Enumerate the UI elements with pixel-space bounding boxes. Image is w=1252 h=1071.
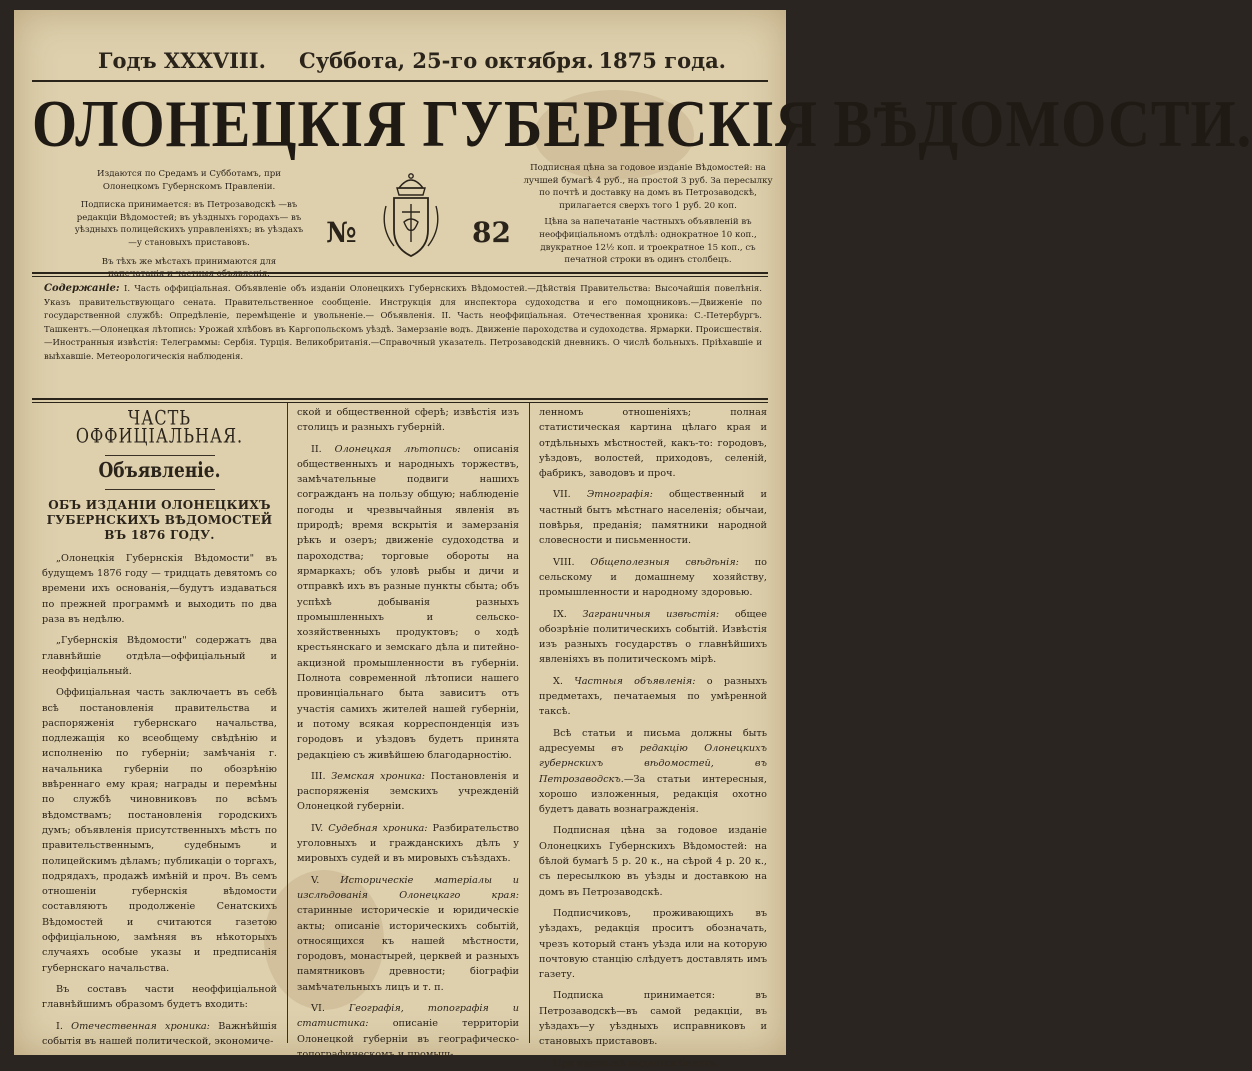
separator	[105, 489, 215, 490]
part-title: ЧАСТЬ ОФФИЦІАЛЬНАЯ.	[75, 406, 244, 448]
paragraph	[539, 487, 767, 548]
section-text: Постановленія и распоряженія земскихъ учрежденій Олонецкой губерніи.	[297, 770, 519, 813]
paragraph: Оффиціальная часть заключаетъ въ себѣ всѣ постановленія правительства и распоряженія губернскаго начальства, подлежащія ко всеобщему свѣдѣнію и исполненію по губерніи; замѣчанія г. начальника губерніи по обозрѣнію ввѣреннаго ему края; награды и перемѣны по службѣ чиновниковъ по всѣмъ вѣдомствамъ; постановленія городскихъ думъ; объявленія присутственныхъ мѣстъ по правительственнымъ, судебнымъ и полицейскимъ дѣламъ; публикаціи о торгахъ, подрядахъ, продажѣ имѣній и проч. Въ семъ отношеніи губернскія вѣдомости составляютъ продолженіе Сенатскихъ Вѣдомостей и считаются газетою оффиціальною, замѣняя въ нѣкоторыхъ случаяхъ особые указы и предписанія губернскаго начальства.	[42, 687, 277, 974]
column-3	[539, 405, 767, 1071]
contents-text: I. Часть оффиціальная. Объявленіе объ изданіи Олонецкихъ Губернскихъ Вѣдомостей.—Дѣйствія Правительства: Высочайшія повелѣнія. Указъ правительствующаго сената. Правительственное сообщеніе. Инструкція для инспектора судоходства и его помощниковъ.—Движеніе по государственной службѣ: Опредѣленіе, перемѣщеніе и увольненіе.— Объявленія. II. Часть неоффиціальная. Отечественная хроника: С.-Петербургъ. Ташкентъ.—Олонецкая лѣтопись: Урожай хлѣбовъ въ Каргопольскомъ уѣздѣ. Замерзаніе водъ. Движеніе пароходства и судоходства. Ярмарки. Происшествія.—Иностранныя извѣстія: Телеграммы: Сербія. Турція. Великобританія.—Справочный указатель. Петрозаводскій дневникъ. О числѣ больныхъ. Пріѣхавшіе и выѣхавшіе. Метеорологическія наблюденія.	[44, 284, 762, 362]
price-info-line: Цѣна за напечатаніе частныхъ объявленій въ неоффиціальномъ отдѣлѣ: однократное 10 коп., двукратное 12½ коп. и троекратное 15 коп., съ печатной строки въ одинъ столбецъ.	[539, 217, 757, 266]
paragraph	[539, 726, 767, 818]
section-heading: Частныя объявленія:	[574, 675, 696, 687]
paragraph: Подписная цѣна за годовое изданіе Олонецкихъ Губернскихъ Вѣдомостей: на бѣлой бумагѣ 5 р. 20 к., на сѣрой 4 р. 20 к., съ пересылкою въ уѣзды и доставкою на домъ въ Петрозаводскѣ.	[539, 825, 767, 898]
section-text: по сельскому и домашнему хозяйству, промышленности и народному здоровью.	[539, 556, 767, 599]
volume-year: Годъ XXXVIII.	[98, 48, 266, 73]
section-text: общее обозрѣніе политическихъ событій. Извѣстія изъ разныхъ государствъ о главнѣйшихъ явленіяхъ въ политическомъ мірѣ.	[539, 608, 767, 666]
paragraph: „Губернскія Вѣдомости" содержатъ два главнѣйшіе отдѣла—оффиціальный и неоффиціальный.	[42, 635, 277, 677]
section-number: VII.	[553, 489, 571, 501]
contents-bottom-rule-thin	[32, 402, 768, 403]
paragraph: ской и общественной сферѣ; извѣстія изъ столицъ и разныхъ губерній.	[297, 407, 519, 434]
section-heading: Общеполезныя свѣдѣнія:	[590, 556, 739, 568]
section-text: Разбирательство уголовныхъ и гражданскихъ дѣлъ у мировыхъ судей и въ мировыхъ съѣздахъ.	[297, 822, 519, 865]
paragraph: При подпискѣ выдается билетъ.	[553, 1057, 719, 1069]
paragraph-text: —За статьи интересныя, хорошо изложенныя, редакція охотно будетъ давать вознагражденія.	[539, 773, 767, 816]
paragraph	[297, 873, 519, 995]
paragraph: Въ составъ части неоффиціальной главнѣйшимъ образомъ будетъ входить:	[42, 983, 277, 1011]
price-info-line: Подписная цѣна за годовое изданіе Вѣдомостей: на лучшей бумагѣ 4 руб., на простой 3 руб. За пересылку по почтѣ и доставку на домъ въ Петрозаводскѣ, прилагается сверхъ того 1 руб. 20 коп.	[523, 163, 773, 211]
section-number: III.	[311, 770, 326, 782]
paragraph	[297, 821, 519, 867]
column-1	[42, 408, 277, 1049]
contents-bottom-rule	[32, 398, 768, 400]
issue-date: Суббота, 25-го октября.	[299, 48, 594, 73]
column-divider	[529, 403, 530, 1043]
header-bottom-rule-thin	[32, 276, 768, 277]
section-heading: Географія, топографія и статистика:	[297, 1002, 519, 1030]
section-text: Важнѣйшія событія въ нашей политической, экономиче-	[42, 1020, 277, 1047]
editorial-address: въ редакцію Олонецкихъ губернскихъ вѣдомостей, въ Петрозаводскъ.	[539, 742, 767, 785]
publisher-info	[74, 168, 304, 287]
newspaper-page	[14, 10, 1252, 1069]
separator	[105, 455, 215, 456]
section-text: описанія общественныхъ и народныхъ торжествъ, замѣчательные подвиги нашихъ согражданъ на пользу общую; наблюденіе погоды и чрезвычайныя явленія въ природѣ; время вскрытія и замерзанія рѣкъ и озеръ; движеніе судоходства и пароходства; торговые обороты на ярмаркахъ; объ уловѣ рыбы и дичи и отправкѣ ихъ въ разные пункты сбыта; объ успѣхѣ добыванія разныхъ промышленныхъ и сельско-хозяйственныхъ продуктовъ; о ходѣ крестьянскаго и земскаго дѣла и питейно-акцизной промышленности въ губерніи. Полнота современной лѣтописи нашего провинціальнаго быта зависитъ отъ участія самихъ жителей нашей губерніи, и потому всякая корреспонденція изъ городовъ и уѣздовъ будетъ принята редакціею съ живѣйшею благодарностію.	[297, 443, 519, 761]
paragraph: ленномъ отношеніяхъ; полная статистическая картина цѣлаго края и отдѣльныхъ мѣстностей, какъ-то: городовъ, уѣздовъ, волостей, приходовъ, селеній, фабрикъ, заводовъ и проч.	[539, 407, 767, 480]
dateline	[34, 48, 766, 78]
table-of-contents	[44, 282, 762, 364]
paragraph	[539, 674, 767, 720]
contents-lead: Содержаніе:	[44, 283, 120, 294]
section-number: I.	[56, 1020, 63, 1032]
coat-of-arms-icon	[376, 168, 446, 262]
paragraph: Подписчиковъ, проживающихъ въ уѣздахъ, редакція проситъ обозначать, чрезъ который станъ уѣзда или на которую почтовую станцію слѣдуетъ доставлять имъ газету.	[539, 907, 767, 981]
paragraph	[42, 1019, 277, 1050]
section-number: VIII.	[553, 556, 575, 568]
section-text: описаніе территоріи Олонецкой губерніи въ географическо-топографическомъ и промыш-	[297, 1018, 519, 1060]
publisher-info-line: Издаются по Средамъ и Субботамъ, при Олонецкомъ Губернскомъ Правленіи.	[97, 169, 281, 192]
section-heading: Земская хроника:	[331, 770, 426, 782]
section-heading: Этнографія:	[586, 489, 653, 501]
section-number: V.	[311, 874, 320, 886]
paragraph	[297, 769, 519, 815]
paragraph	[539, 555, 767, 601]
section-number: IX.	[553, 608, 567, 620]
section-number: IV.	[311, 822, 324, 834]
section-heading: Историческіе матеріалы и изслѣдованія Олонецкаго края:	[297, 874, 519, 901]
calendar-year: 1875 года.	[598, 48, 726, 73]
publisher-info-line: Подписка принимается: въ Петрозаводскѣ —въ редакціи Вѣдомостей; въ уѣздныхъ городахъ— въ уѣздныхъ полицейскихъ управленіяхъ; въ уѣздахъ—у становыхъ приставовъ.	[74, 200, 304, 248]
paragraph	[539, 607, 767, 668]
notice-title: Объявленіе.	[98, 458, 221, 483]
section-heading: Заграничныя извѣстія:	[582, 608, 720, 620]
section-number: VI.	[311, 1002, 325, 1014]
paragraph	[297, 1001, 519, 1062]
paragraph: „Олонецкія Губернскія Вѣдомости" въ будущемъ 1876 году — тридцать девятомъ со времени ихъ основанія,—будутъ издаваться по прежней программѣ и выходить по два раза въ недѣлю.	[42, 552, 277, 626]
issue-number-sign: №	[326, 216, 357, 249]
column-2	[297, 405, 519, 1062]
section-number: II.	[311, 443, 322, 455]
section-text: общественный и частный бытъ мѣстнаго населенія; обычаи, повѣрья, преданія; памятники народной словесности и письменности.	[539, 489, 767, 547]
column-divider	[287, 403, 288, 1043]
section-text: о разныхъ предметахъ, печатаемыя по умѣренной таксѣ.	[539, 675, 767, 718]
paragraph	[297, 442, 519, 763]
section-heading: Отечественная хроника:	[71, 1020, 210, 1032]
price-info	[522, 162, 774, 271]
section-heading: Судебная хроника:	[328, 822, 428, 834]
paragraph-text: Всѣ статьи и письма должны быть адресуемы	[539, 727, 767, 754]
section-number: X.	[553, 675, 563, 687]
paragraph: Подписка принимается: въ Петрозаводскѣ—въ самой редакціи, въ уѣздахъ—у уѣздныхъ исправниковъ и становыхъ приставовъ.	[539, 990, 767, 1048]
header-bottom-rule	[32, 272, 768, 274]
publisher-info-line: Въ тѣхъ же мѣстахъ принимаются для напечатанія и частныя объявленія.	[101, 256, 277, 280]
article-title: ОБЪ ИЗДАНІИ ОЛОНЕЦКИХЪ ГУБЕРНСКИХЪ ВѢДОМОСТЕЙ ВЪ 1876 ГОДУ.	[46, 497, 273, 542]
issue-number: 82	[472, 216, 511, 249]
masthead-title: ОЛОНЕЦКІЯ ГУБЕРНСКІЯ ВѢДОМОСТИ.	[32, 86, 1252, 161]
section-text: старинные историческіе и юридическіе акты; описаніе историческихъ событій, относящихся къ нашей мѣстности, городовъ, монастырей, церквей и разныхъ памятниковъ древности; біографіи замѣчательныхъ лицъ и т. п.	[297, 905, 519, 993]
section-heading: Олонецкая лѣтопись:	[334, 443, 461, 455]
issue-block	[314, 166, 514, 266]
